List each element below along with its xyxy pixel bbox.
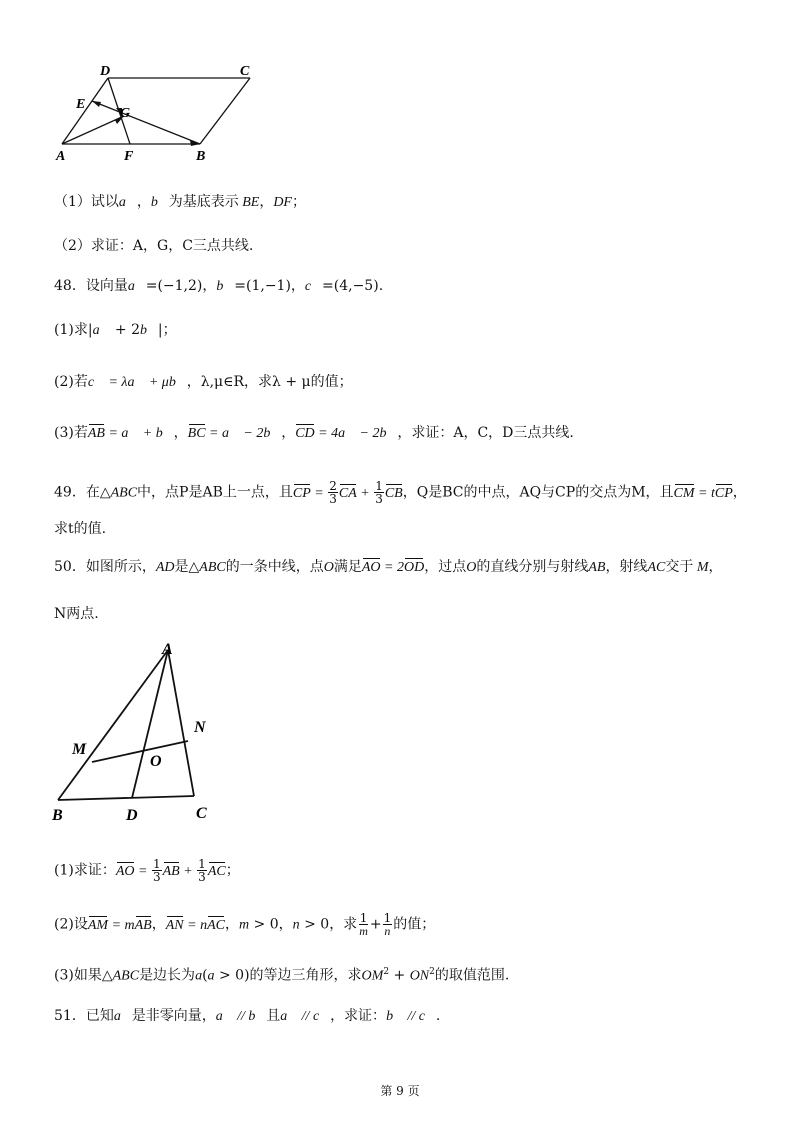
q48-part3: (3)若AB = a⃗ + b⃗，BC = a⃗ − 2b⃗，CD = 4a⃗ − 2b⃗，求证：A，C，D三点共线. xyxy=(54,423,574,444)
q50-f: 的直线分别与射线 xyxy=(476,559,589,575)
fig1-label-e: E xyxy=(76,97,86,112)
q50-p2-prefix: (2)设 xyxy=(54,916,88,933)
q51-prefix: 51．已知 xyxy=(54,1008,114,1024)
fig2-label-d: D xyxy=(126,807,138,824)
fig2-label-n: N xyxy=(194,719,206,736)
q51-mid3: ，求证： xyxy=(330,1008,387,1024)
q47-p1-mid: 为基底表示 xyxy=(168,194,239,210)
fig2-label-c: C xyxy=(196,805,207,822)
q50-c: 的一条中线，点 xyxy=(225,559,324,575)
fig1-label-d: D xyxy=(100,64,111,79)
q49-tail: ，Q是BC的中点，AQ与CP的交点为M，且 xyxy=(402,484,674,501)
q47-part1: （1）试以a⃗，b⃗为基底表示 BE，DF； xyxy=(54,194,306,210)
q48-p2-cond: λ,μ∈R xyxy=(200,374,245,390)
q49-line1: 49．在△ABC中，点P是AB上一点，且CP = $\frac{2}{3}$ CA + $\frac{1}{3}$ CB，Q是BC的中点，AQ与CP的交点为M，且CM = tCP， xyxy=(54,479,747,506)
fig1-label-g: G xyxy=(120,106,131,121)
page-number: 第 9 页 xyxy=(380,1084,420,1098)
q50-p3-mid2: 的等边三角形，求 xyxy=(249,967,362,984)
q50-b: 是 xyxy=(174,559,189,575)
fig2-label-o: O xyxy=(150,753,162,770)
q48-a-value: =(−1,2) xyxy=(145,278,203,294)
q50-line2: N两点. xyxy=(54,606,99,622)
q48-num: 48．设向量 xyxy=(54,278,128,294)
fig2-label-a: A xyxy=(162,641,173,658)
q50-g: ，射线 xyxy=(605,559,648,575)
q50-line1: 50．如图所示，AD是△ABC的一条中线，点O满足AO = 2OD，过点O的直线分别与射线AB，射线AC交于 M， xyxy=(54,557,723,578)
fig1-label-f: F xyxy=(124,149,134,164)
q50-part3: (3)如果△ABC是边长为a(a > 0)的等边三角形，求$OM^2 + ON^2$的取值范围. xyxy=(54,967,510,984)
q50-d: 满足 xyxy=(333,559,362,575)
q50-a: 50．如图所示， xyxy=(54,559,156,575)
fig2-label-m: M xyxy=(72,741,87,758)
q50-p3-tail: 的取值范围. xyxy=(434,967,510,984)
parallelogram-figure xyxy=(50,62,270,172)
q47-part2: （2）求证：A，G，C三点共线. xyxy=(54,238,254,254)
q48-stem: 48．设向量a⃗=(−1,2)，b⃗=(1,−1)，c⃗=(4,−5). xyxy=(54,278,384,294)
q47-p1-prefix: （1）试以 xyxy=(54,194,119,210)
q50-p2-tail: 的值； xyxy=(393,916,436,933)
q50-p3-prefix: (3)如果 xyxy=(54,967,102,984)
q51-tail: . xyxy=(435,1008,441,1024)
q51-mid2: 且 xyxy=(266,1008,281,1024)
q48-p1-prefix: (1)求 xyxy=(54,322,88,338)
fig1-label-b: B xyxy=(196,149,206,164)
q48-part2: (2)若c⃗ = λa⃗ + μb⃗，λ,μ∈R，求λ + μ的值； xyxy=(54,374,353,390)
q48-p3-tail: ，求证：A，C，D三点共线. xyxy=(397,425,574,441)
q51-line: 51．已知a⃗是非零向量，a⃗ // b⃗且a⃗ // c⃗，求证：b⃗ // c⃗. xyxy=(54,1008,441,1024)
q49-prefix: 49．在 xyxy=(54,484,100,501)
fig2-label-b: B xyxy=(52,807,63,824)
q48-p3-prefix: (3)若 xyxy=(54,425,88,441)
fig1-label-c: C xyxy=(240,64,250,79)
q50-h: 交于 xyxy=(665,559,694,575)
q48-c-value: =(4,−5) xyxy=(322,278,379,294)
q50-part1: (1)求证：AO = $\frac{1}{3}$ AB + $\frac{1}{3}$ AC； xyxy=(54,857,240,884)
fig1-label-a: A xyxy=(56,149,66,164)
triangle-figure xyxy=(44,638,234,828)
q48-p2-tail: ，求λ + μ的值； xyxy=(244,374,353,390)
q49-line2: 求t的值. xyxy=(54,521,107,537)
q50-p2-mid: ，求 xyxy=(329,916,358,933)
q50-p3-mid: 是边长为 xyxy=(139,967,196,984)
q49-mid: 中，点P是AB上一点，且 xyxy=(137,484,293,501)
q50-part2: (2)设AM = mAB，AN = nAC，m > 0，n > 0，求 $\frac{1}{m}$ + $\frac{1}{n}$ 的值； xyxy=(54,911,436,938)
q51-mid1: 是非零向量， xyxy=(131,1008,216,1024)
q50-e: ，过点 xyxy=(424,559,467,575)
q50-p1-prefix: (1)求证： xyxy=(54,862,116,879)
q48-part1: (1)求|a⃗ + 2b⃗|； xyxy=(54,322,177,338)
q48-b-value: =(1,−1) xyxy=(234,278,291,294)
q48-p2-prefix: (2)若 xyxy=(54,374,88,390)
